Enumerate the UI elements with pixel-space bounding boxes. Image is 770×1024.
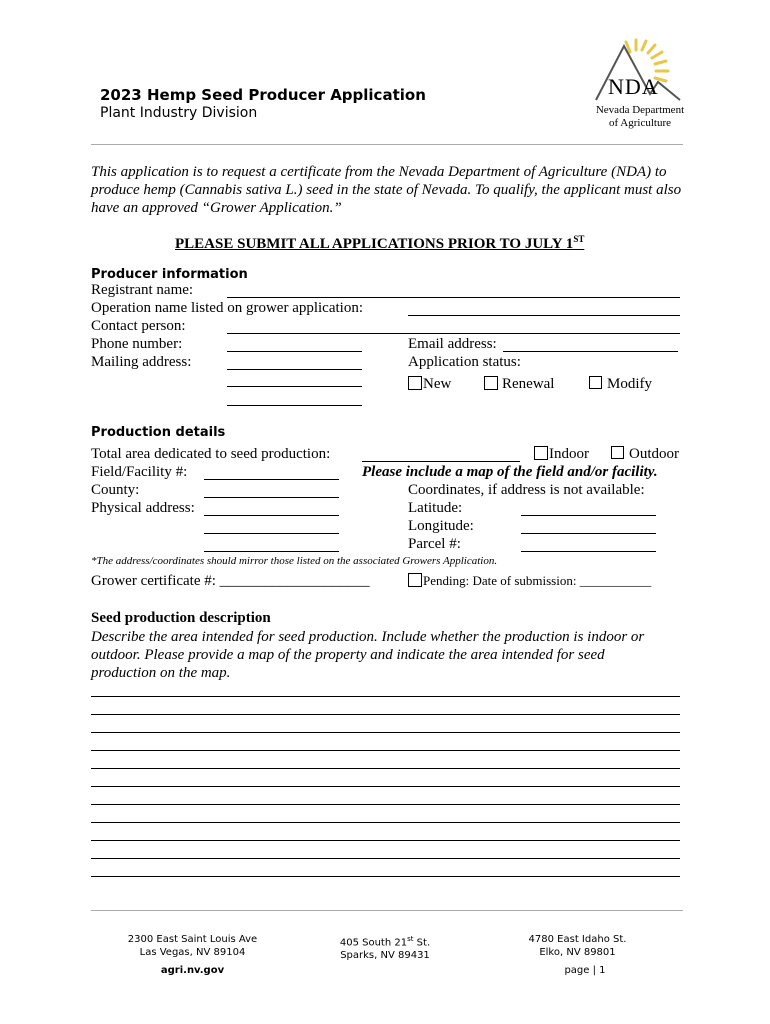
contact-field[interactable] bbox=[227, 333, 680, 334]
deadline-notice bbox=[175, 234, 584, 253]
county-label: County: bbox=[91, 482, 140, 498]
logo-caption-line-2: of Agriculture bbox=[608, 117, 671, 129]
operation-field[interactable] bbox=[408, 315, 680, 316]
area-label: Total area dedicated to seed production: bbox=[91, 446, 331, 462]
physical-address-field-1[interactable] bbox=[204, 515, 339, 516]
status-label: Application status: bbox=[408, 354, 521, 370]
description-line-8[interactable] bbox=[91, 822, 680, 823]
county-field[interactable] bbox=[204, 497, 339, 498]
seed-instructions: Describe the area intended for seed production. Include whether the production is indoor or outdoor. Please provide a map of the property and indicate the area intended for seed production on the map. bbox=[91, 629, 645, 681]
status-new-option[interactable] bbox=[408, 376, 451, 393]
nda-logo bbox=[588, 38, 688, 138]
registrant-label: Registrant name: bbox=[91, 282, 194, 298]
mailing-field-1[interactable] bbox=[227, 369, 362, 370]
elko-city: Elko, NV 89801 bbox=[539, 947, 616, 958]
area-field[interactable] bbox=[362, 461, 520, 462]
status-renewal-label: Renewal bbox=[502, 376, 555, 392]
pending-option[interactable] bbox=[408, 573, 651, 589]
intro-paragraph: This application is to request a certificate from the Nevada Department of Agriculture (NDA) to produce hemp (Cannabis sativa L.) seed in the state of Nevada. To qualify, the applicant must also have an approved “Grower Application.” bbox=[91, 164, 682, 216]
description-line-2[interactable] bbox=[91, 714, 680, 715]
description-line-10[interactable] bbox=[91, 858, 680, 859]
physical-address-field-3[interactable] bbox=[204, 551, 339, 552]
map-note: Please include a map of the field and/or facility. bbox=[362, 464, 658, 480]
sparks-street: 405 South 21st St. bbox=[339, 935, 431, 949]
registrant-field[interactable] bbox=[227, 297, 680, 298]
status-new-checkbox[interactable] bbox=[408, 376, 422, 390]
mirror-note: *The address/coordinates should mirror those listed on the associated Growers Application. bbox=[91, 555, 498, 567]
mailing-field-3[interactable] bbox=[227, 405, 362, 406]
status-modify-label: Modify bbox=[607, 376, 652, 392]
producer-heading: Producer information bbox=[91, 267, 248, 282]
email-field[interactable] bbox=[503, 351, 678, 352]
description-line-6[interactable] bbox=[91, 786, 680, 787]
outdoor-checkbox[interactable] bbox=[611, 446, 624, 459]
description-line-3[interactable] bbox=[91, 732, 680, 733]
latitude-label: Latitude: bbox=[408, 500, 463, 516]
description-line-1[interactable] bbox=[91, 696, 680, 697]
page-number: page | 1 bbox=[564, 965, 606, 976]
description-line-4[interactable] bbox=[91, 750, 680, 751]
logo-nda-text: NDA bbox=[608, 74, 659, 99]
operation-label: Operation name listed on grower application: bbox=[91, 300, 363, 316]
status-renewal-checkbox[interactable] bbox=[484, 376, 498, 390]
description-line-5[interactable] bbox=[91, 768, 680, 769]
mailing-label: Mailing address: bbox=[91, 354, 192, 370]
status-renewal-option[interactable] bbox=[484, 376, 554, 393]
description-line-9[interactable] bbox=[91, 840, 680, 841]
pending-checkbox[interactable] bbox=[408, 573, 422, 587]
parcel-field[interactable] bbox=[521, 551, 656, 552]
elko-street: 4780 East Idaho St. bbox=[528, 934, 627, 945]
physical-address-label: Physical address: bbox=[91, 500, 195, 516]
production-heading: Production details bbox=[91, 425, 226, 440]
footer-address-las-vegas bbox=[110, 933, 275, 959]
header-divider bbox=[91, 144, 683, 145]
outdoor-label: Outdoor bbox=[629, 446, 679, 462]
footer-divider bbox=[91, 910, 683, 911]
mailing-field-2[interactable] bbox=[227, 386, 362, 387]
outdoor-option[interactable] bbox=[611, 446, 679, 463]
indoor-option[interactable] bbox=[534, 446, 589, 463]
grower-certificate-field[interactable]: Grower certificate #: ____________________ bbox=[91, 573, 370, 589]
phone-label: Phone number: bbox=[91, 336, 183, 352]
field-facility-field[interactable] bbox=[204, 479, 339, 480]
indoor-label: Indoor bbox=[549, 446, 589, 462]
las-vegas-street: 2300 East Saint Louis Ave bbox=[127, 934, 258, 945]
deadline-sup: ST bbox=[573, 234, 585, 244]
pending-label: Pending: Date of submission: ___________ bbox=[423, 573, 652, 588]
parcel-label: Parcel #: bbox=[408, 536, 461, 552]
page-subtitle: Plant Industry Division bbox=[100, 105, 258, 121]
longitude-field[interactable] bbox=[521, 533, 656, 534]
page-title: 2023 Hemp Seed Producer Application bbox=[100, 86, 426, 104]
physical-address-field-2[interactable] bbox=[204, 533, 339, 534]
field-facility-label: Field/Facility #: bbox=[91, 464, 188, 480]
deadline-text: PLEASE SUBMIT ALL APPLICATIONS PRIOR TO JULY 1 bbox=[175, 236, 574, 252]
phone-field[interactable] bbox=[227, 351, 362, 352]
status-new-label: New bbox=[423, 376, 452, 392]
footer-address-sparks bbox=[310, 933, 460, 962]
indoor-checkbox[interactable] bbox=[534, 446, 548, 460]
seed-heading: Seed production description bbox=[91, 610, 271, 626]
contact-label: Contact person: bbox=[91, 318, 186, 334]
email-label: Email address: bbox=[408, 336, 497, 352]
footer-website-link[interactable]: agri.nv.gov bbox=[160, 965, 225, 976]
latitude-field[interactable] bbox=[521, 515, 656, 516]
logo-caption-line-1: Nevada Department bbox=[595, 104, 685, 116]
description-line-11[interactable] bbox=[91, 876, 680, 877]
coordinates-label: Coordinates, if address is not available: bbox=[408, 482, 645, 498]
footer-address-elko bbox=[500, 933, 655, 959]
las-vegas-city: Las Vegas, NV 89104 bbox=[139, 947, 246, 958]
status-modify-checkbox[interactable] bbox=[589, 376, 602, 389]
sparks-city: Sparks, NV 89431 bbox=[340, 950, 430, 962]
status-modify-option[interactable] bbox=[589, 376, 652, 393]
description-line-7[interactable] bbox=[91, 804, 680, 805]
longitude-label: Longitude: bbox=[408, 518, 474, 534]
